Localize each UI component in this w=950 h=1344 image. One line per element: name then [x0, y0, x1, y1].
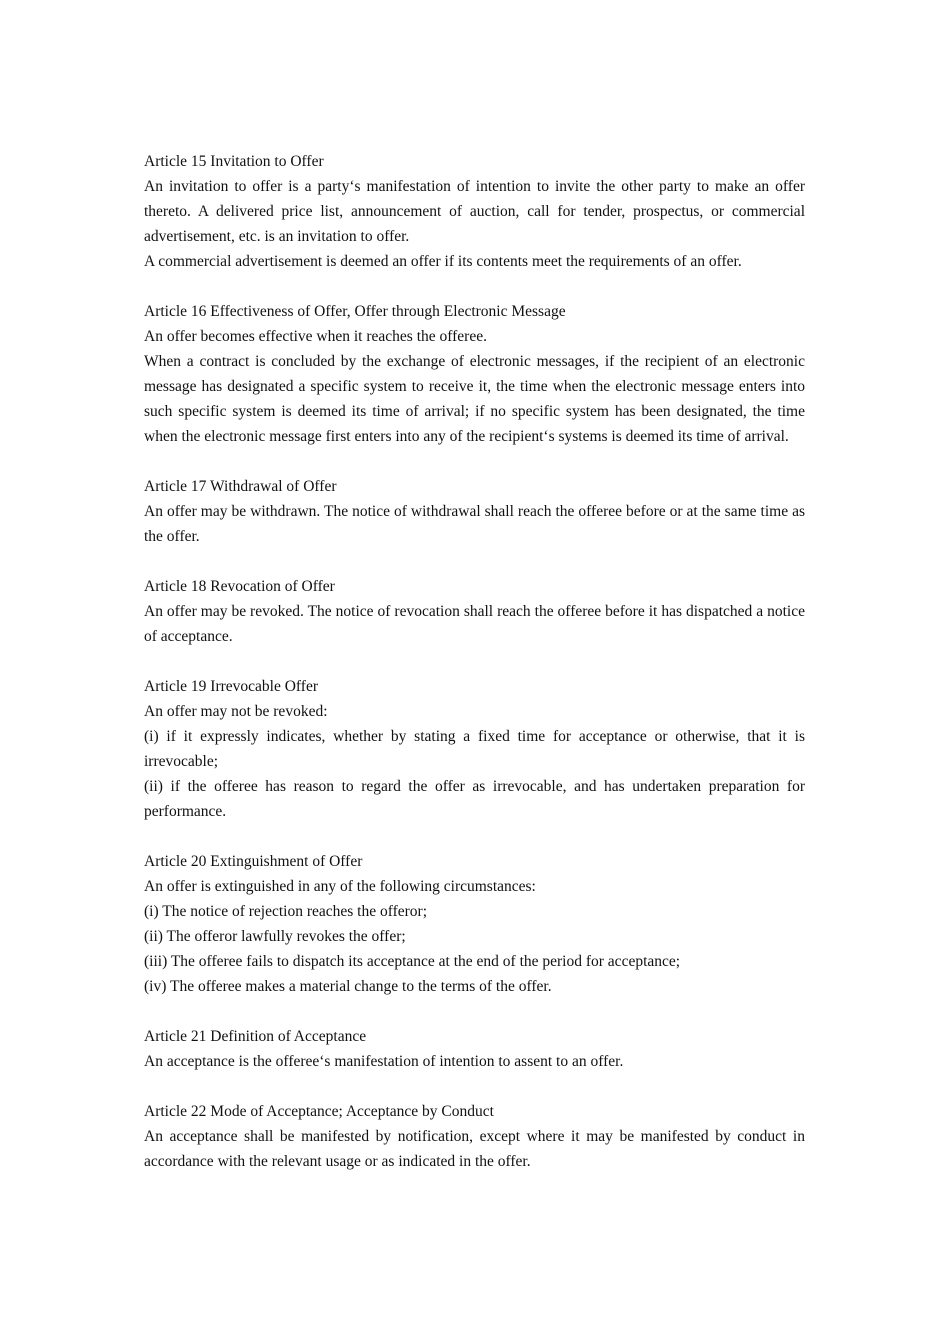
- article-paragraph: An offer becomes effective when it reaches the offeree.: [144, 328, 487, 345]
- article-paragraph: An offer may be revoked. The notice of revocation shall reach the offeree before it has dispatched a notice of acceptance.: [144, 603, 805, 645]
- article-heading: Article 22 Mode of Acceptance; Acceptance by Conduct: [144, 1103, 494, 1120]
- document-page: [144, 149, 805, 1199]
- article-paragraph: (iii) The offeree fails to dispatch its acceptance at the end of the period for acceptance;: [144, 953, 681, 970]
- article-19: [144, 674, 805, 824]
- article-paragraph: (ii) if the offeree has reason to regard the offer as irrevocable, and has undertaken preparation for performance.: [144, 778, 805, 820]
- article-22: [144, 1099, 805, 1174]
- article-21: [144, 1024, 805, 1074]
- article-15: [144, 149, 805, 274]
- article-paragraph: An acceptance is the offeree‘s manifestation of intention to assent to an offer.: [144, 1053, 624, 1070]
- article-paragraph: (iv) The offeree makes a material change to the terms of the offer.: [144, 978, 552, 995]
- article-heading: Article 16 Effectiveness of Offer, Offer through Electronic Message: [144, 303, 566, 320]
- article-paragraph: An offer may be withdrawn. The notice of withdrawal shall reach the offeree before or at the same time as the offer.: [144, 503, 805, 545]
- article-paragraph: (ii) The offeror lawfully revokes the offer;: [144, 928, 406, 945]
- article-paragraph: An acceptance shall be manifested by notification, except where it may be manifested by conduct in accordance with the relevant usage or as indicated in the offer.: [144, 1128, 805, 1170]
- article-paragraph: An invitation to offer is a party‘s manifestation of intention to invite the other party to make an offer thereto. A delivered price list, announcement of auction, call for tender, prospectus, or commercial advertisement, etc. is an invitation to offer.: [144, 178, 805, 245]
- article-20: [144, 849, 805, 999]
- article-paragraph: (i) The notice of rejection reaches the offeror;: [144, 903, 428, 920]
- article-paragraph: An offer is extinguished in any of the following circumstances:: [144, 878, 536, 895]
- article-paragraph: A commercial advertisement is deemed an offer if its contents meet the requirements of an offer.: [144, 253, 742, 270]
- article-heading: Article 17 Withdrawal of Offer: [144, 478, 337, 495]
- article-heading: Article 21 Definition of Acceptance: [144, 1028, 367, 1045]
- article-heading: Article 20 Extinguishment of Offer: [144, 853, 363, 870]
- article-paragraph: When a contract is concluded by the exchange of electronic messages, if the recipient of an electronic message has designated a specific system to receive it, the time when the electronic message enters into such specific system is deemed its time of arrival; if no specific system has been designated, the time when the electronic message first enters into any of the recipient‘s systems is deemed its time of arrival.: [144, 353, 805, 445]
- article-paragraph: An offer may not be revoked:: [144, 703, 328, 720]
- article-16: [144, 299, 805, 449]
- article-heading: Article 19 Irrevocable Offer: [144, 678, 318, 695]
- article-18: [144, 574, 805, 649]
- article-heading: Article 18 Revocation of Offer: [144, 578, 335, 595]
- article-paragraph: (i) if it expressly indicates, whether by stating a fixed time for acceptance or otherwise, that it is irrevocable;: [144, 728, 805, 770]
- article-heading: Article 15 Invitation to Offer: [144, 153, 324, 170]
- article-17: [144, 474, 805, 549]
